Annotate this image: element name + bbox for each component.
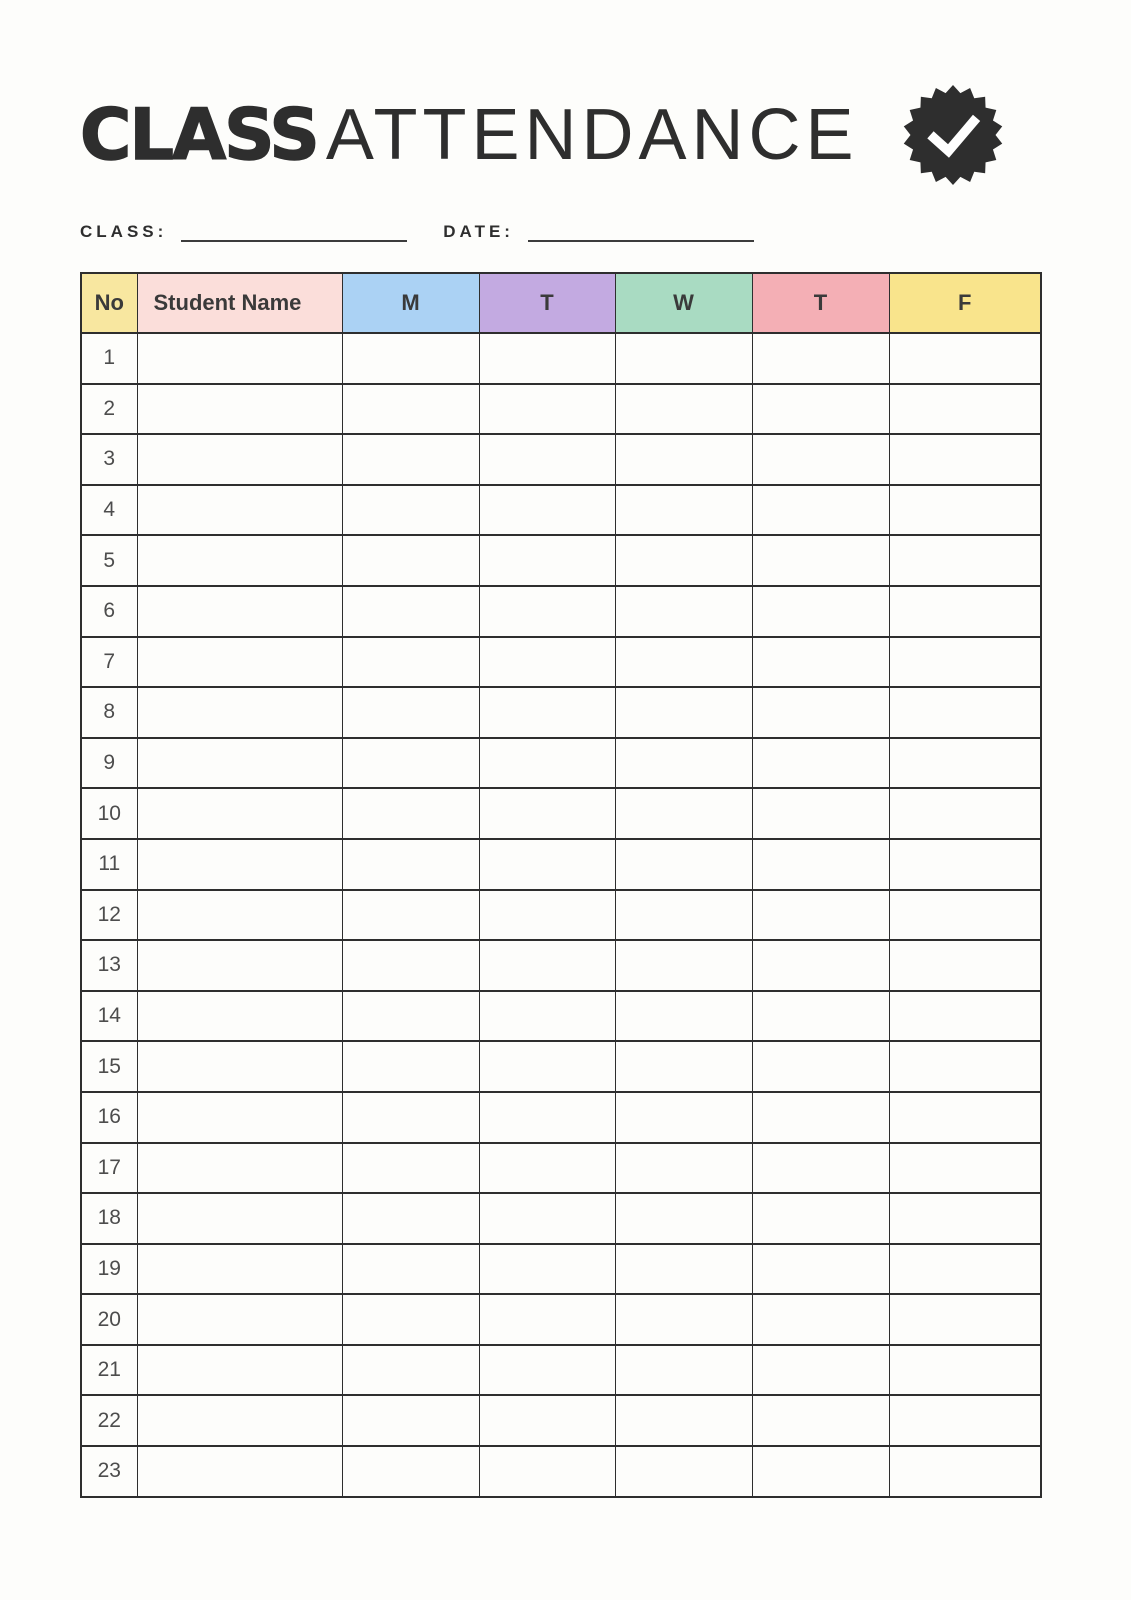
tuesday-cell[interactable] [479,535,615,586]
table-row [81,940,1041,991]
table-header-row [81,273,1041,333]
thursday-cell[interactable] [752,384,889,435]
wednesday-cell[interactable] [615,839,752,890]
thursday-cell[interactable] [752,687,889,738]
table-row [81,1143,1041,1194]
column-header-wednesday: W [615,273,752,333]
wednesday-cell[interactable] [615,991,752,1042]
friday-cell[interactable] [889,991,1041,1042]
wednesday-cell[interactable] [615,1143,752,1194]
tuesday-cell[interactable] [479,687,615,738]
table-row [81,1092,1041,1143]
row-number: 1 [81,333,137,384]
column-header-student-name: Student Name [137,273,342,333]
page-title [80,94,859,176]
wednesday-cell[interactable] [615,1345,752,1396]
row-number: 6 [81,586,137,637]
monday-cell[interactable] [342,890,479,941]
friday-cell[interactable] [889,1395,1041,1446]
monday-cell[interactable] [342,1092,479,1143]
friday-cell[interactable] [889,434,1041,485]
monday-cell[interactable] [342,1395,479,1446]
monday-cell[interactable] [342,1345,479,1396]
table-row [81,535,1041,586]
monday-cell[interactable] [342,991,479,1042]
monday-cell[interactable] [342,434,479,485]
column-header-tuesday: T [479,273,615,333]
row-number: 15 [81,1041,137,1092]
tuesday-cell[interactable] [479,1395,615,1446]
thursday-cell[interactable] [752,1041,889,1092]
student-name-cell[interactable] [137,991,342,1042]
table-row [81,1193,1041,1244]
thursday-cell[interactable] [752,1092,889,1143]
student-name-cell[interactable] [137,1294,342,1345]
row-number: 19 [81,1244,137,1295]
thursday-cell[interactable] [752,1395,889,1446]
friday-cell[interactable] [889,1143,1041,1194]
tuesday-cell[interactable] [479,637,615,688]
monday-cell[interactable] [342,839,479,890]
monday-cell[interactable] [342,485,479,536]
friday-cell[interactable] [889,788,1041,839]
friday-cell[interactable] [889,1345,1041,1396]
table-row [81,586,1041,637]
tuesday-cell[interactable] [479,788,615,839]
friday-cell[interactable] [889,1294,1041,1345]
student-name-cell[interactable] [137,1041,342,1092]
student-name-cell[interactable] [137,890,342,941]
table-row [81,1294,1041,1345]
friday-cell[interactable] [889,839,1041,890]
tuesday-cell[interactable] [479,991,615,1042]
row-number: 8 [81,687,137,738]
date-input-line[interactable] [528,220,754,242]
student-name-cell[interactable] [137,637,342,688]
table-row [81,434,1041,485]
student-name-cell[interactable] [137,1446,342,1497]
table-row [81,384,1041,435]
monday-cell[interactable] [342,637,479,688]
thursday-cell[interactable] [752,1143,889,1194]
row-number: 11 [81,839,137,890]
column-header-friday: F [889,273,1041,333]
thursday-cell[interactable] [752,991,889,1042]
header [80,84,1051,186]
wednesday-cell[interactable] [615,384,752,435]
friday-cell[interactable] [889,890,1041,941]
seal-burst-shape [904,85,1002,185]
friday-cell[interactable] [889,637,1041,688]
monday-cell[interactable] [342,1244,479,1295]
wednesday-cell[interactable] [615,586,752,637]
row-number: 12 [81,890,137,941]
thursday-cell[interactable] [752,940,889,991]
friday-cell[interactable] [889,1041,1041,1092]
wednesday-cell[interactable] [615,788,752,839]
table-row [81,991,1041,1042]
monday-cell[interactable] [342,788,479,839]
student-name-cell[interactable] [137,788,342,839]
row-number: 10 [81,788,137,839]
table-row [81,839,1041,890]
monday-cell[interactable] [342,586,479,637]
thursday-cell[interactable] [752,485,889,536]
row-number: 2 [81,384,137,435]
row-number: 20 [81,1294,137,1345]
thursday-cell[interactable] [752,839,889,890]
thursday-cell[interactable] [752,333,889,384]
class-label: CLASS: [80,221,168,241]
table-row [81,738,1041,789]
date-label: DATE: [443,221,514,241]
student-name-cell[interactable] [137,738,342,789]
wednesday-cell[interactable] [615,738,752,789]
monday-cell[interactable] [342,940,479,991]
column-header-thursday: T [752,273,889,333]
thursday-cell[interactable] [752,890,889,941]
student-name-cell[interactable] [137,1092,342,1143]
table-row [81,890,1041,941]
table-row [81,333,1041,384]
friday-cell[interactable] [889,1092,1041,1143]
friday-cell[interactable] [889,1193,1041,1244]
monday-cell[interactable] [342,738,479,789]
friday-cell[interactable] [889,586,1041,637]
table-row [81,637,1041,688]
thursday-cell[interactable] [752,535,889,586]
tuesday-cell[interactable] [479,1244,615,1295]
student-name-cell[interactable] [137,384,342,435]
tuesday-cell[interactable] [479,434,615,485]
thursday-cell[interactable] [752,1193,889,1244]
monday-cell[interactable] [342,1143,479,1194]
column-header-no: No [81,273,137,333]
thursday-cell[interactable] [752,1294,889,1345]
attendance-table [80,272,1042,1498]
friday-cell[interactable] [889,1446,1041,1497]
class-input-line[interactable] [181,220,407,242]
wednesday-cell[interactable] [615,940,752,991]
thursday-cell[interactable] [752,586,889,637]
friday-cell[interactable] [889,738,1041,789]
wednesday-cell[interactable] [615,1395,752,1446]
title-word-attendance: ATTENDANCE [325,95,859,175]
tuesday-cell[interactable] [479,940,615,991]
wednesday-cell[interactable] [615,535,752,586]
row-number: 3 [81,434,137,485]
monday-cell[interactable] [342,1446,479,1497]
row-number: 17 [81,1143,137,1194]
student-name-cell[interactable] [137,940,342,991]
wednesday-cell[interactable] [615,485,752,536]
friday-cell[interactable] [889,940,1041,991]
row-number: 21 [81,1345,137,1396]
thursday-cell[interactable] [752,1244,889,1295]
table-row [81,788,1041,839]
tuesday-cell[interactable] [479,1446,615,1497]
tuesday-cell[interactable] [479,333,615,384]
monday-cell[interactable] [342,333,479,384]
student-name-cell[interactable] [137,333,342,384]
attendance-table-body [81,333,1041,1497]
student-name-cell[interactable] [137,1395,342,1446]
tuesday-cell[interactable] [479,839,615,890]
student-name-cell[interactable] [137,485,342,536]
tuesday-cell[interactable] [479,890,615,941]
friday-cell[interactable] [889,384,1041,435]
monday-cell[interactable] [342,1193,479,1244]
student-name-cell[interactable] [137,839,342,890]
wednesday-cell[interactable] [615,434,752,485]
table-row [81,687,1041,738]
table-row [81,1446,1041,1497]
friday-cell[interactable] [889,485,1041,536]
row-number: 16 [81,1092,137,1143]
table-row [81,1345,1041,1396]
row-number: 14 [81,991,137,1042]
wednesday-cell[interactable] [615,687,752,738]
row-number: 7 [81,637,137,688]
student-name-cell[interactable] [137,1193,342,1244]
tuesday-cell[interactable] [479,485,615,536]
friday-cell[interactable] [889,687,1041,738]
row-number: 23 [81,1446,137,1497]
tuesday-cell[interactable] [479,1041,615,1092]
thursday-cell[interactable] [752,788,889,839]
row-number: 18 [81,1193,137,1244]
tuesday-cell[interactable] [479,738,615,789]
student-name-cell[interactable] [137,535,342,586]
monday-cell[interactable] [342,384,479,435]
tuesday-cell[interactable] [479,1092,615,1143]
table-row [81,485,1041,536]
monday-cell[interactable] [342,687,479,738]
wednesday-cell[interactable] [615,1041,752,1092]
wednesday-cell[interactable] [615,1294,752,1345]
student-name-cell[interactable] [137,687,342,738]
student-name-cell[interactable] [137,1345,342,1396]
row-number: 5 [81,535,137,586]
thursday-cell[interactable] [752,738,889,789]
row-number: 13 [81,940,137,991]
tuesday-cell[interactable] [479,1294,615,1345]
thursday-cell[interactable] [752,637,889,688]
table-row [81,1395,1041,1446]
wednesday-cell[interactable] [615,333,752,384]
row-number: 4 [81,485,137,536]
wednesday-cell[interactable] [615,1193,752,1244]
monday-cell[interactable] [342,535,479,586]
table-row [81,1244,1041,1295]
tuesday-cell[interactable] [479,1193,615,1244]
row-number: 9 [81,738,137,789]
row-number: 22 [81,1395,137,1446]
friday-cell[interactable] [889,1244,1041,1295]
student-name-cell[interactable] [137,1143,342,1194]
meta-row [80,216,1051,242]
tuesday-cell[interactable] [479,384,615,435]
tuesday-cell[interactable] [479,1143,615,1194]
student-name-cell[interactable] [137,586,342,637]
wednesday-cell[interactable] [615,637,752,688]
wednesday-cell[interactable] [615,1244,752,1295]
thursday-cell[interactable] [752,1345,889,1396]
friday-cell[interactable] [889,333,1041,384]
wednesday-cell[interactable] [615,1446,752,1497]
friday-cell[interactable] [889,535,1041,586]
monday-cell[interactable] [342,1041,479,1092]
student-name-cell[interactable] [137,1244,342,1295]
tuesday-cell[interactable] [479,1345,615,1396]
column-header-monday: M [342,273,479,333]
title-word-class: CLASS [80,94,318,176]
table-row [81,1041,1041,1092]
tuesday-cell[interactable] [479,586,615,637]
student-name-cell[interactable] [137,434,342,485]
wednesday-cell[interactable] [615,1092,752,1143]
thursday-cell[interactable] [752,1446,889,1497]
monday-cell[interactable] [342,1294,479,1345]
thursday-cell[interactable] [752,434,889,485]
wednesday-cell[interactable] [615,890,752,941]
check-seal-icon [903,85,1003,185]
